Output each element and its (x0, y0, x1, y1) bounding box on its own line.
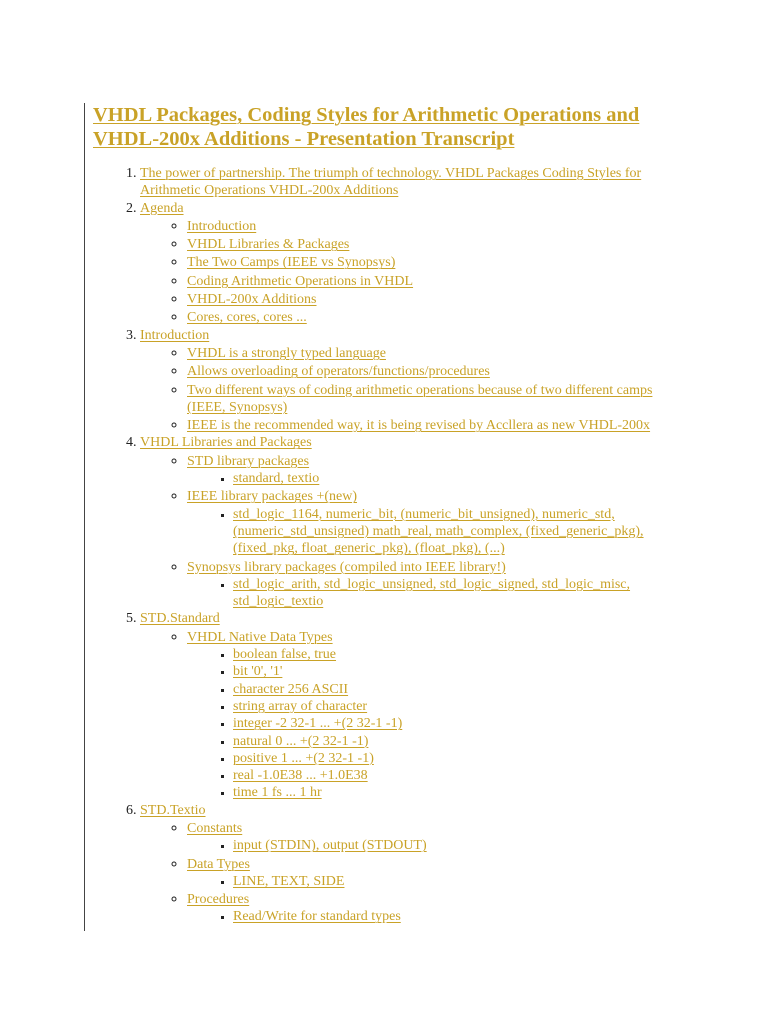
link-read-write-for-standard-types[interactable]: Read/Write for standard types (233, 909, 401, 925)
sub-item (187, 487, 685, 557)
link-vhdl-libraries-and-packages[interactable]: VHDL Libraries and Packages (140, 435, 312, 451)
detail-item (233, 750, 685, 767)
link-vhdl-200x-additions[interactable]: VHDL-200x Additions (187, 292, 317, 308)
link-constants[interactable]: Constants (187, 820, 243, 836)
detail-list (187, 873, 685, 890)
sub-item (187, 290, 685, 308)
slide-item-6 (140, 802, 685, 926)
link-the-two-camps-ieee-vs-synopsys[interactable]: The Two Camps (IEEE vs Synopsys) (187, 255, 396, 271)
sub-item (187, 217, 685, 235)
sub-list (140, 628, 685, 802)
sub-item (187, 416, 685, 434)
link-ieee-library-packages-new[interactable]: IEEE library packages +(new) (187, 489, 357, 505)
link-agenda[interactable]: Agenda (140, 200, 184, 216)
detail-item (233, 663, 685, 680)
sub-item (187, 344, 685, 362)
link-line-text-side[interactable]: LINE, TEXT, SIDE (233, 873, 345, 889)
link-allows-overloading-of-operators-function[interactable]: Allows overloading of operators/functions/procedures (187, 364, 490, 380)
link-standard-textio[interactable]: standard, textio (233, 471, 320, 487)
link-introduction[interactable]: Introduction (140, 327, 210, 343)
detail-list (187, 506, 685, 558)
detail-item (233, 681, 685, 698)
link-integer-2-32-1-2-32-1-1[interactable]: integer -2 32-1 ... +(2 32-1 -1) (233, 716, 403, 732)
link-string-array-of-character[interactable]: string array of character (233, 698, 368, 714)
detail-item (233, 470, 685, 487)
link-vhdl-libraries-packages[interactable]: VHDL Libraries & Packages (187, 237, 350, 253)
link-data-types[interactable]: Data Types (187, 856, 250, 872)
link-time-1-fs-1-hr[interactable]: time 1 fs ... 1 hr (233, 785, 322, 801)
link-two-different-ways-of-coding-arithmetic-[interactable]: Two different ways of coding arithmetic operations because of two different camps (IEEE, Synopsys) (187, 382, 653, 415)
detail-list (187, 646, 685, 802)
sub-item (187, 890, 685, 926)
slide-item-3 (140, 327, 685, 435)
slide-item-1 (140, 165, 685, 200)
link-std-logic-1164-numeric-bit-numeric-bit-u[interactable]: std_logic_1164, numeric_bit, (numeric_bit_unsigned), numeric_std, (numeric_std_unsigned) math_real, math_complex, (fixed_generic_pkg), (fixed_pkg, float_generic_pkg), (float_pkg), (...) (233, 506, 644, 557)
sub-item (187, 855, 685, 891)
sub-item (187, 452, 685, 488)
slide-item-5 (140, 610, 685, 801)
link-std-logic-arith-std-logic-unsigned-std-l[interactable]: std_logic_arith, std_logic_unsigned, std_logic_signed, std_logic_misc, std_logic_textio (233, 576, 631, 610)
sub-item (187, 235, 685, 253)
link-vhdl-native-data-types[interactable]: VHDL Native Data Types (187, 629, 333, 645)
detail-item (233, 715, 685, 732)
link-cores-cores-cores[interactable]: Cores, cores, cores ... (187, 310, 307, 326)
sub-item (187, 558, 685, 611)
link-the-power-of-partnership-the-triumph-of-[interactable]: The power of partnership. The triumph of technology. VHDL Packages Coding Styles for Arithmetic Operations VHDL-200x Additions (140, 166, 642, 199)
link-real-1-0e38-1-0e38[interactable]: real -1.0E38 ... +1.0E38 (233, 768, 368, 784)
link-natural-0-2-32-1-1[interactable]: natural 0 ... +(2 32-1 -1) (233, 733, 369, 749)
detail-item (233, 506, 685, 558)
link-std-library-packages[interactable]: STD library packages (187, 453, 310, 469)
sub-item (187, 381, 685, 417)
sub-item (187, 308, 685, 326)
detail-item (233, 698, 685, 715)
link-synopsys-library-packages-compiled-into-[interactable]: Synopsys library packages (compiled into IEEE library!) (187, 559, 506, 575)
link-ieee-is-the-recommended-way-it-is-being-[interactable]: IEEE is the recommended way, it is being revised by Accllera as new VHDL-200x (187, 418, 651, 434)
detail-item (233, 646, 685, 663)
detail-item (233, 873, 685, 890)
detail-item (233, 908, 685, 925)
detail-item (233, 767, 685, 784)
link-vhdl-is-a-strongly-typed-language[interactable]: VHDL is a strongly typed language (187, 345, 386, 361)
link-positive-1-2-32-1-1[interactable]: positive 1 ... +(2 32-1 -1) (233, 750, 374, 766)
link-coding-arithmetic-operations-in-vhdl[interactable]: Coding Arithmetic Operations in VHDL (187, 273, 414, 289)
detail-list (187, 837, 685, 854)
sub-list (140, 452, 685, 611)
transcript-list (85, 165, 685, 926)
detail-item (233, 837, 685, 854)
link-bit-0-1[interactable]: bit '0', '1' (233, 664, 283, 680)
slide-item-4 (140, 434, 685, 610)
sub-list (140, 217, 685, 327)
link-introduction[interactable]: Introduction (187, 218, 257, 234)
detail-item (233, 576, 685, 611)
link-input-stdin-output-stdout[interactable]: input (STDIN), output (STDOUT) (233, 838, 427, 854)
sub-item (187, 253, 685, 271)
sub-item (187, 272, 685, 290)
link-character-256-ascii[interactable]: character 256 ASCII (233, 681, 349, 697)
document-page (84, 103, 685, 931)
link-std-textio[interactable]: STD.Textio (140, 802, 206, 818)
link-procedures[interactable]: Procedures (187, 892, 250, 908)
link-boolean-false-true[interactable]: boolean false, true (233, 647, 337, 663)
sub-item (187, 628, 685, 802)
detail-list (187, 470, 685, 487)
sub-item (187, 362, 685, 380)
detail-list (187, 908, 685, 925)
sub-list (140, 344, 685, 434)
detail-list (187, 576, 685, 611)
sub-list (140, 819, 685, 926)
detail-item (233, 733, 685, 750)
slide-item-2 (140, 200, 685, 327)
document-title[interactable]: VHDL Packages, Coding Styles for Arithmetic Operations and VHDL-200x Additions - Presentation Transcript (93, 104, 640, 150)
sub-item (187, 819, 685, 855)
link-std-standard[interactable]: STD.Standard (140, 611, 220, 627)
detail-item (233, 784, 685, 801)
